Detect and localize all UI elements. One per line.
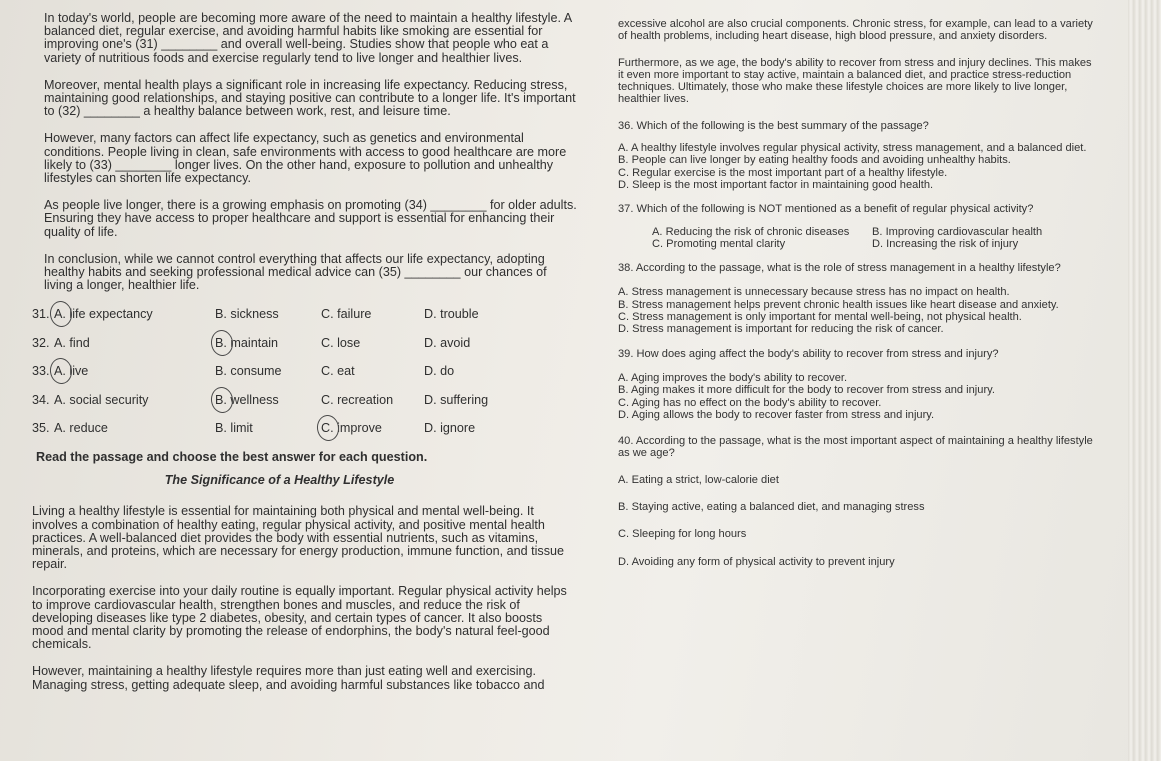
option-34-a[interactable]: A. social security	[54, 392, 149, 407]
question-37-option-d[interactable]: D. Increasing the risk of injury	[872, 237, 1019, 250]
passage-paragraph-1: Living a healthy lifestyle is essential for maintaining both physical and mental well-being. It involves a combination of healthy eating, regular physical activity, and positive mental health practices. A well-balanced diet provides the body with essential nutrients, such as vitamins, minerals, and proteins, which are necessary for energy production, immune function, and tissue repair.	[32, 504, 565, 572]
option-33-d[interactable]: D. do	[424, 364, 455, 379]
option-32-c[interactable]: C. lose	[321, 335, 361, 350]
question-38-option-b[interactable]: B. Stress management helps prevent chronic health issues like heart disease and anxiety.	[618, 298, 1059, 311]
question-36	[618, 120, 1098, 191]
option-31-d[interactable]: D. trouble	[424, 307, 479, 322]
option-31-c[interactable]: C. failure	[321, 307, 372, 322]
option-31-a[interactable]: A. life expectancy	[54, 308, 215, 321]
reading-instruction: Read the passage and choose the best answer for each question.	[36, 449, 428, 464]
option-35-c[interactable]: C. improve	[321, 422, 424, 435]
cloze-options	[32, 300, 577, 443]
passage-paragraph-5: Furthermore, as we age, the body's ability to recover from stress and injury declines. This makes it even more important to stay active, maintain a balanced diet, and practice stress-reduction techniques. Ultimately, those who make these lifestyle choices are more likely to live longer, healthier lives.	[618, 56, 1092, 106]
left-column	[32, 12, 577, 706]
question-38-text: 38. According to the passage, what is the role of stress management in a healthy lifestyle?	[618, 262, 1061, 275]
option-33-b[interactable]: B. consume	[215, 364, 282, 379]
cloze-paragraph-5: In conclusion, while we cannot control everything that affects our life expectancy, adopting healthy habits and seeking professional medical advice can (35) ________ our chances of living a longer, healthier life.	[44, 251, 547, 293]
question-36-option-c[interactable]: C. Regular exercise is the most important part of a healthy lifestyle.	[618, 166, 948, 179]
option-33-c[interactable]: C. eat	[321, 364, 355, 379]
passage-paragraph-3: However, maintaining a healthy lifestyle requires more than just eating well and exercising. Managing stress, getting adequate sleep, and avoiding harmful substances like tobacco and	[32, 664, 545, 692]
question-37	[618, 203, 1098, 250]
question-38-option-d[interactable]: D. Stress management is important for reducing the risk of cancer.	[618, 323, 944, 336]
option-32-d[interactable]: D. avoid	[424, 335, 471, 350]
question-number: 35.	[32, 421, 50, 436]
question-37-text: 37. Which of the following is NOT mentioned as a benefit of regular physical activity?	[618, 203, 1034, 216]
passage-paragraph-2: Incorporating exercise into your daily routine is equally important. Regular physical activity helps to improve cardiovascular health, strengthen bones and muscles, and reduce the risk of developing diseases like type 2 diabetes, obesity, and certain types of cancer. It also boosts mood and mental clarity by promoting the release of endorphins, the body's natural feel-good chemicals.	[32, 584, 567, 652]
question-38	[618, 262, 1098, 335]
question-36-option-d[interactable]: D. Sleep is the most important factor in maintaining good health.	[618, 178, 934, 191]
question-36-option-a[interactable]: A. A healthy lifestyle involves regular physical activity, stress management, and a balanced diet.	[618, 142, 1087, 155]
question-37-option-c[interactable]: C. Promoting mental clarity	[652, 237, 786, 250]
option-row-35	[32, 414, 577, 443]
cloze-paragraph-2: Moreover, mental health plays a significant role in increasing life expectancy. Reducing stress, maintaining good relationships, and staying positive can contribute to a longer life. It's important to (32) ________ a healthy balance between work, rest, and leisure time.	[44, 77, 576, 119]
question-37-options	[618, 226, 1098, 251]
question-number: 33.	[32, 364, 50, 379]
option-35-d[interactable]: D. ignore	[424, 421, 476, 436]
question-36-text: 36. Which of the following is the best summary of the passage?	[618, 119, 929, 132]
question-39	[618, 348, 1098, 421]
question-37-option-b[interactable]: B. Improving cardiovascular health	[872, 225, 1043, 238]
right-column	[618, 18, 1098, 583]
option-34-d[interactable]: D. suffering	[424, 392, 489, 407]
option-35-b[interactable]: B. limit	[215, 421, 253, 436]
question-40-option-a[interactable]: A. Eating a strict, low-calorie diet	[618, 473, 779, 486]
option-row-32	[32, 329, 577, 358]
question-number: 31.	[32, 307, 50, 322]
question-40	[618, 435, 1098, 568]
option-row-31	[32, 300, 577, 329]
question-39-option-d[interactable]: D. Aging allows the body to recover faster from stress and injury.	[618, 408, 935, 421]
question-36-option-b[interactable]: B. People can live longer by eating healthy foods and avoiding unhealthy habits.	[618, 154, 1011, 167]
option-35-a[interactable]: A. reduce	[54, 421, 108, 436]
page-edge-fold	[1128, 0, 1161, 761]
option-34-b[interactable]: B. wellness	[215, 394, 321, 407]
question-39-option-c[interactable]: C. Aging has no effect on the body's ability to recover.	[618, 396, 882, 409]
question-number: 32.	[32, 335, 50, 350]
option-32-a[interactable]: A. find	[54, 335, 90, 350]
cloze-paragraph-4: As people live longer, there is a growing emphasis on promoting (34) ________ for older adults. Ensuring they have access to proper healthcare and support is essential for enhancing their quality of life.	[44, 198, 577, 239]
question-39-option-a[interactable]: A. Aging improves the body's ability to recover.	[618, 371, 848, 384]
option-31-b[interactable]: B. sickness	[215, 307, 279, 322]
question-number: 34.	[32, 392, 50, 407]
passage-title: The Significance of a Healthy Lifestyle	[164, 473, 395, 488]
option-row-33	[32, 357, 577, 386]
option-row-34	[32, 386, 577, 415]
cloze-paragraph-3: However, many factors can affect life expectancy, such as genetics and environmental conditions. People living in clean, safe environments with access to good healthcare are more likely to (33) ________ longer lives. On the other hand, exposure to pollution and unhealthy lifestyles can shorten life expectancy.	[44, 131, 567, 186]
question-40-option-b[interactable]: B. Staying active, eating a balanced diet, and managing stress	[618, 501, 925, 514]
option-32-b[interactable]: B. maintain	[215, 337, 321, 350]
question-37-option-a[interactable]: A. Reducing the risk of chronic diseases	[652, 225, 850, 238]
option-34-c[interactable]: C. recreation	[321, 392, 394, 407]
question-40-option-c[interactable]: C. Sleeping for long hours	[618, 528, 747, 541]
question-40-text: 40. According to the passage, what is the most important aspect of maintaining a healthy lifestyle as we age?	[618, 435, 1093, 460]
question-38-option-c[interactable]: C. Stress management is only important for mental well-being, not physical health.	[618, 311, 1022, 324]
question-38-option-a[interactable]: A. Stress management is unnecessary because stress has no impact on health.	[618, 286, 1010, 299]
question-40-option-d[interactable]: D. Avoiding any form of physical activity to prevent injury	[618, 555, 895, 568]
question-39-text: 39. How does aging affect the body's ability to recover from stress and injury?	[618, 347, 999, 360]
question-39-option-b[interactable]: B. Aging makes it more difficult for the body to recover from stress and injury.	[618, 384, 995, 397]
passage-paragraph-4: excessive alcohol are also crucial components. Chronic stress, for example, can lead to a variety of health problems, including heart disease, high blood pressure, and anxiety disorders.	[618, 18, 1093, 43]
option-33-a[interactable]: A. live	[54, 365, 215, 378]
cloze-paragraph-1: In today's world, people are becoming more aware of the need to maintain a healthy lifestyle. A balanced diet, regular exercise, and avoiding harmful habits like smoking are essential for improving one's (31) ________ and overall well-being. Studies show that people who eat a variety of nutritious foods and exercise regularly tend to live longer and healthier lives.	[44, 11, 572, 65]
